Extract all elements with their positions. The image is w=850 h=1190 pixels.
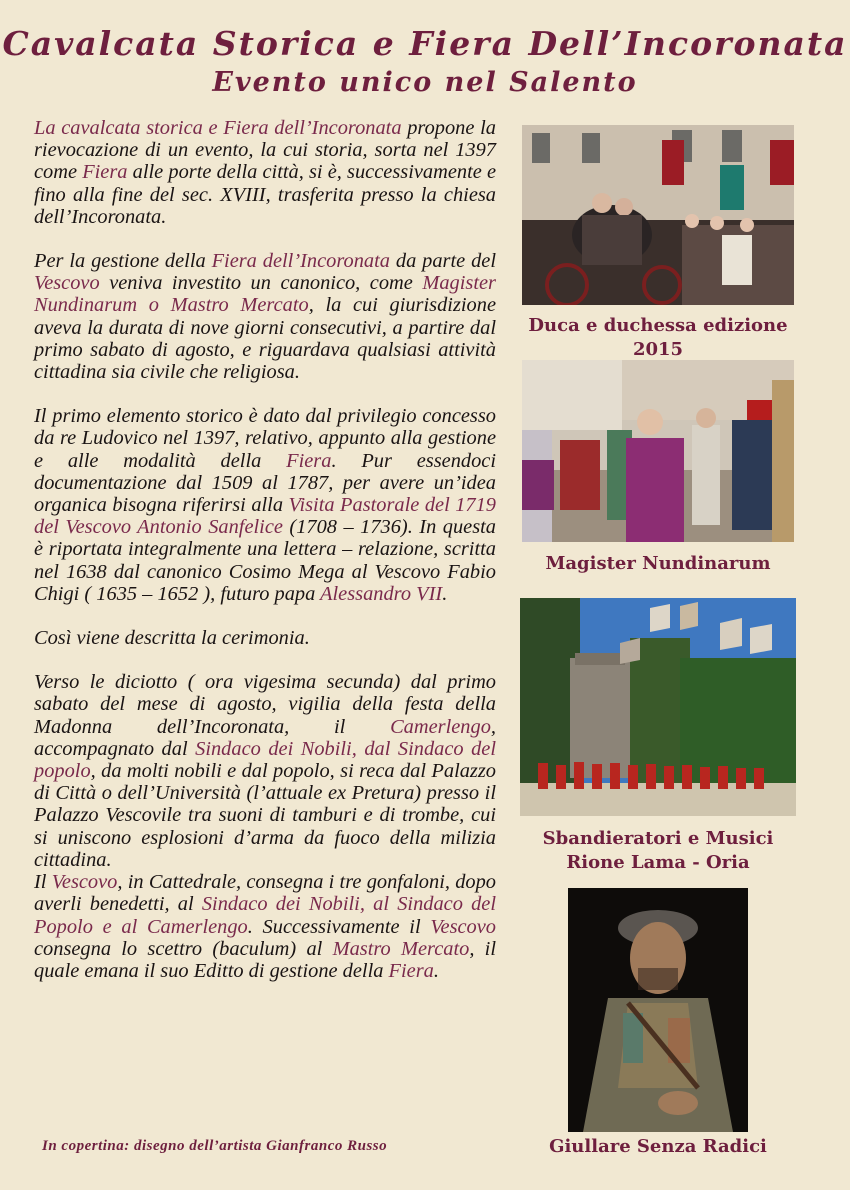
highlight: La cavalcata storica e Fiera dell’Incoronata — [34, 117, 402, 139]
highlight: Visita Pastorale del 1719 del Vescovo Antonio Sanfelice — [34, 494, 496, 539]
paragraph-6 — [34, 871, 496, 982]
photo-flag-wavers — [520, 598, 796, 816]
photo-procession — [522, 360, 794, 542]
paragraph-4: Così viene descritta la cerimonia. — [34, 627, 310, 650]
page-title: Cavalcata Storica e Fiera Dell’Incoronata — [2, 24, 848, 63]
procession-photo-image — [522, 360, 794, 542]
caption-line-1: Sbandieratori e Musici — [542, 828, 774, 849]
highlight: Fiera dell’Incoronata — [211, 250, 390, 273]
caption-line-2: Rione Lama - Oria — [566, 852, 750, 873]
highlight: Vescovo — [51, 871, 118, 894]
jester-photo-image — [568, 888, 748, 1132]
highlight: Vescovo — [430, 915, 496, 938]
highlight: Sindaco dei Nobili, al Sindaco del Popolo e al Camerlengo — [34, 893, 497, 938]
highlight: Sindaco dei Nobili, dal Sindaco del popolo — [34, 737, 496, 783]
text-run: alle porte della città, si è, successivamente e fino alla fine del sec. XVIII, trasferita presso la chiesa dell’Incoronata. — [34, 161, 497, 228]
text-run: , il quale emana il suo Editto di gestione della — [34, 937, 496, 982]
paragraph-1 — [34, 117, 496, 228]
text-run: . Successivamente il — [247, 915, 431, 938]
highlight: Fiera — [82, 161, 128, 184]
paragraph-5 — [34, 671, 496, 871]
page-subtitle: Evento unico nel Salento — [212, 67, 638, 98]
text-run: . — [442, 582, 448, 605]
text-run: Per la gestione della — [34, 250, 212, 273]
caption-jester: Giullare Senza Radici — [549, 1136, 767, 1157]
text-run: . Pur essendoci documentazione dal 1509 al 1787, per avere un’idea organica bisogna riferirsi alla — [34, 449, 497, 517]
article-body — [34, 117, 496, 982]
text-run: consegna lo scettro (baculum) al — [34, 937, 333, 960]
highlight: Fiera — [388, 959, 434, 982]
text-run: (1708 – 1736). In questa è riportata integralmente una lettera – relazione, scritta nel 1638 dal canonico Cosimo Mega al Vescovo Fabio Chigi ( 1635 – 1652 ), futuro papa — [34, 516, 496, 605]
highlight: Mastro Mercato — [332, 937, 470, 960]
caption-carriage: Duca e duchessa edizione 2015 — [528, 315, 788, 360]
text-run: Verso le diciotto ( ora vigesima secunda) dal primo sabato del mese di agosto, vigilia della festa della Madonna dell’Incoronata, il — [34, 671, 496, 738]
text-run: veniva investito un canonico, come — [99, 272, 423, 295]
text-run: , la cui giurisdizione aveva la durata di nove giorni consecutivi, a partire dal primo sabato di agosto, e riguardava qualsiasi attività cittadina sia civile che religiosa. — [34, 294, 496, 384]
text-run: propone la rievocazione di un evento, la cui storia, sorta nel 1397 come — [34, 117, 496, 184]
highlight: Alessandro VII — [320, 582, 443, 605]
carriage-photo-image — [522, 125, 794, 305]
caption-procession: Magister Nundinarum — [545, 553, 771, 574]
cover-credit: In copertina: disegno dell’artista Gianfranco Russo — [42, 1138, 388, 1154]
caption-flag-wavers — [508, 827, 808, 875]
paragraph-3 — [34, 405, 496, 605]
highlight: Camerlengo — [390, 715, 491, 738]
highlight: Vescovo — [34, 272, 100, 295]
text-run: , accompagnato dal — [34, 715, 496, 760]
highlight: Magister Nundinarum o Mastro Mercato — [34, 272, 496, 317]
page-header — [0, 22, 850, 100]
photo-jester — [568, 888, 748, 1132]
photo-carriage — [522, 125, 794, 305]
text-run: . — [433, 959, 439, 982]
text-run: Il — [34, 871, 52, 894]
text-run: Il primo elemento storico è dato dal privilegio concesso da re Ludovico nel 1397, relativo, appunto alla gestione e alle modalità della — [34, 405, 496, 472]
text-run: , da molti nobili e dal popolo, si reca dal Palazzo di Città o dell’Università (l’attuale ex Pretura) presso il Palazzo Vescovile tra suoni di tamburi e di trombe, cui si uniscono esplosioni d’arma da fuoco della milizia cittadina. — [34, 760, 496, 871]
flag-wavers-photo-image — [520, 598, 796, 816]
paragraph-2 — [34, 250, 496, 383]
text-run: , in Cattedrale, consegna i tre gonfaloni, dopo averli benedetti, al — [34, 871, 496, 916]
text-run: da parte del — [390, 250, 497, 273]
highlight: Fiera — [286, 449, 332, 472]
